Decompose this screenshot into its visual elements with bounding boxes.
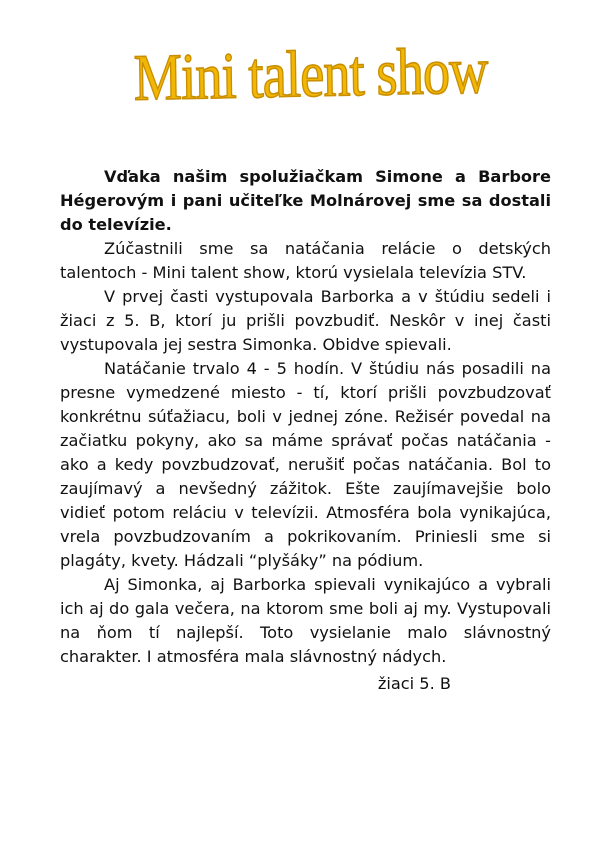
article-paragraph: Aj Simonka, aj Barborka spievali vynikajúco a vybrali ich aj do gala večera, na ktorom sme boli aj my. Vystupovali na ňom tí najlepší. Toto vysielanie malo slávnostný charakter. I atmosféra mala slávnostný nádych. [60, 575, 551, 666]
article-paragraph: Zúčastnili sme sa natáčania relácie o detských talentoch - Mini talent show, ktorú vysielala televízia STV. [60, 239, 551, 282]
article-signature: žiaci 5. B [377, 674, 451, 693]
title-banner [0, 34, 607, 115]
article-paragraph: V prvej časti vystupovala Barborka a v štúdiu sedeli i žiaci z 5. B, ktorí ju prišli povzbudiť. Neskôr v inej časti vystupovala jej sestra Simonka. Obidve spievali. [60, 287, 551, 354]
article-lead-paragraph: Vďaka našim spolužiačkam Simone a Barbore Hégerovým i pani učiteľke Molnárovej sme sa dostali do televízie. [60, 167, 551, 234]
article-body [60, 165, 551, 696]
article-paragraph: Natáčanie trvalo 4 - 5 hodín. V štúdiu nás posadili na presne vymedzené miesto - tí, ktorí prišli povzbudzovať konkrétnu súťažiacu, boli v jednej zóne. Režisér povedal na začiatku pokyny, ako sa máme správať počas natáčania - ako a kedy povzbudzovať, nerušiť počas natáčania. Bol to zaujímavý a nevšedný zážitok. Ešte zaujímavejšie bolo vidieť potom reláciu v televízii. Atmosféra bola vynikajúca, vrela povzbudzovaním a pokrikovaním. Priniesli sme si plagáty, kvety. Hádzali “plyšáky” na pódium. [60, 359, 551, 570]
page-title: Mini talent show [133, 34, 489, 115]
